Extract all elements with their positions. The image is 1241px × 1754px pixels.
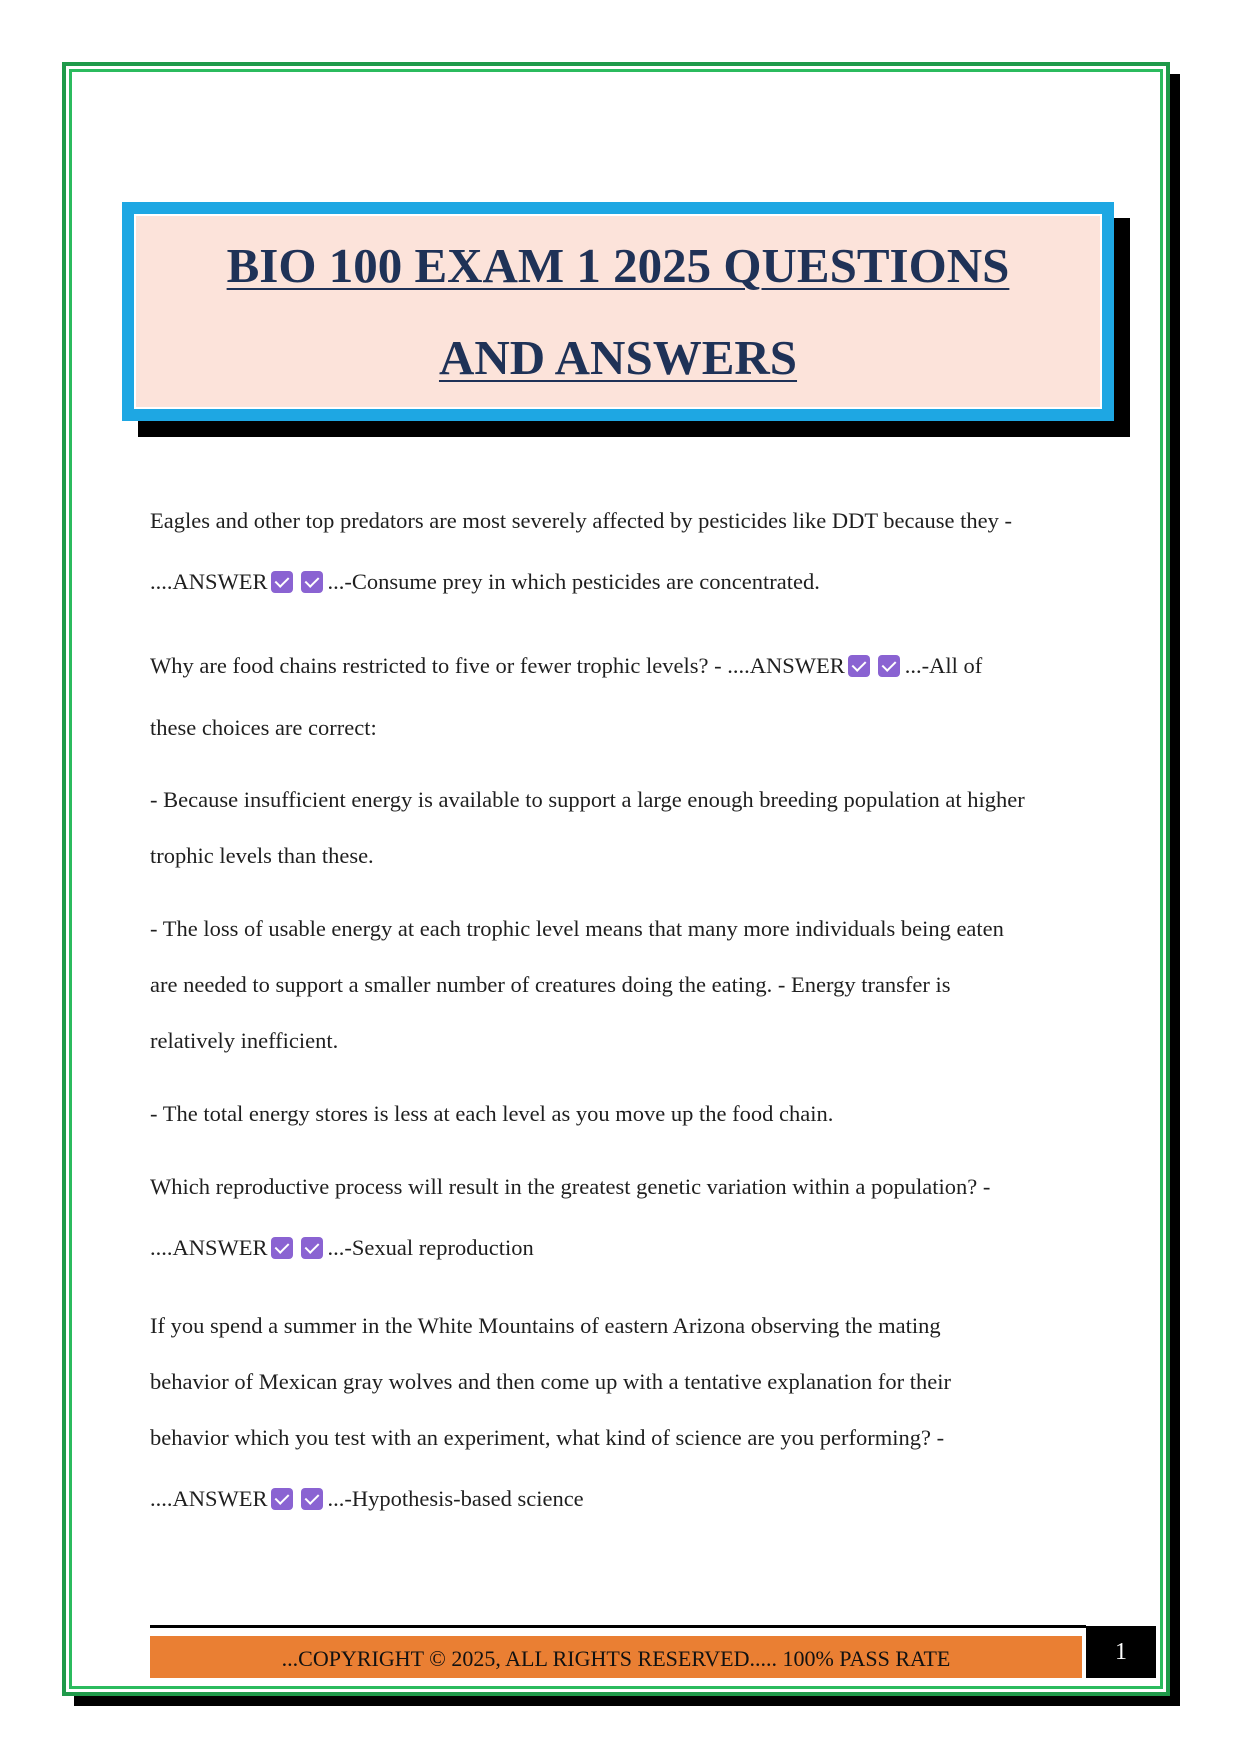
check-box-icon [878,655,900,677]
document-title-line-2: AND ANSWERS [438,329,798,385]
page-number: 1 [1086,1626,1156,1678]
document-title-line-1: BIO 100 EXAM 1 2025 QUESTIONS [226,237,1010,293]
question-1-answer [150,569,820,595]
question-2-line-2: these choices are correct: [150,715,377,740]
question-3-line-1: Which reproductive process will result in the greatest genetic variation within a population? - [150,1174,991,1199]
answer-bullet-2-line-1: - The loss of usable energy at each trophic level means that many more individuals being eaten [150,916,1004,941]
answer-label: ....ANSWER [150,569,268,594]
question-4-line-1: If you spend a summer in the White Mountains of eastern Arizona observing the mating [150,1313,941,1338]
check-box-icon [271,1488,293,1510]
answer-bullet-1-line-2: trophic levels than these. [150,843,374,868]
question-4-answer [150,1486,584,1512]
check-box-icon [301,1488,323,1510]
question-1-line-1: Eagles and other top predators are most severely affected by pesticides like DDT because they - [150,508,1012,533]
footer-bar [150,1636,1082,1678]
copyright-text: ...COPYRIGHT © 2025, ALL RIGHTS RESERVED..... 100% PASS RATE [281,1646,951,1671]
answer-label: ....ANSWER [150,1235,268,1260]
check-box-icon [271,571,293,593]
answer-bullet-1-line-1: - Because insufficient energy is available to support a large enough breeding population at higher [150,787,1025,812]
check-box-icon [271,1237,293,1259]
answer-bullet-2-line-2: are needed to support a smaller number of creatures doing the eating. - Energy transfer is [150,972,951,997]
answer-bullet-3-line-1: - The total energy stores is less at each level as you move up the food chain. [150,1101,834,1126]
footer-rule [150,1625,1086,1628]
answer-bullet-2-line-3: relatively inefficient. [150,1028,339,1053]
question-3-answer [150,1235,534,1261]
answer-text: ...-Hypothesis-based science [327,1486,584,1511]
answer-text: ...-Sexual reproduction [327,1235,534,1260]
question-text: Why are food chains restricted to five or fewer trophic levels? - ....ANSWER [150,653,845,678]
answer-label: ....ANSWER [150,1486,268,1511]
question-2-line-1 [150,653,982,679]
title-box [122,202,1114,421]
answer-text: ...-All of [904,653,983,678]
question-4-line-2: behavior of Mexican gray wolves and then come up with a tentative explanation for their [150,1369,951,1394]
question-4-line-3: behavior which you test with an experiment, what kind of science are you performing? - [150,1425,945,1450]
check-box-icon [848,655,870,677]
check-box-icon [301,1237,323,1259]
title-box-inner [134,214,1102,409]
answer-text: ...-Consume prey in which pesticides are concentrated. [327,569,820,594]
check-box-icon [301,571,323,593]
